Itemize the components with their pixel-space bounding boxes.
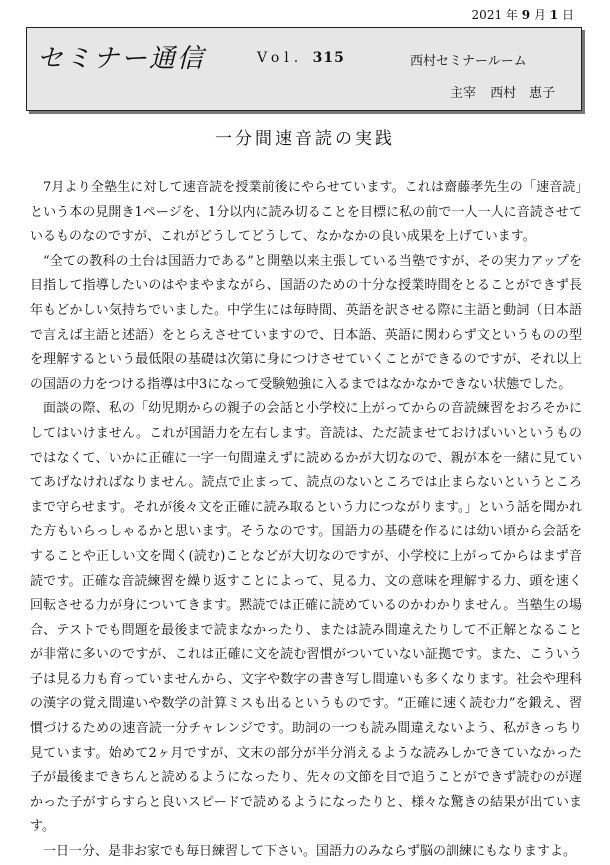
volume-value: 315	[312, 50, 345, 66]
volume-label: Vol.	[257, 50, 304, 66]
date-day-unit: 日	[561, 8, 574, 22]
paragraph: 7月より全塾生に対して速音読を授業前後にやらせています。これは齋藤孝先生の「速音読」という本の見開き1ページを、1分以内に読み切ることを目標に私の前で一人一人に音読させているものなのですが、これがどうしてどうして、なかなかの良い成果を上げています。	[30, 180, 582, 245]
paragraph: 一日一分、是非お家でも毎日練習して下さい。国語力のみならず脳の訓練にもなりますよ。	[43, 844, 577, 860]
issue-date	[472, 6, 574, 23]
date-year-unit: 年	[505, 8, 518, 22]
editor-credit	[450, 82, 555, 101]
article-body	[30, 176, 582, 865]
date-month: 9	[521, 8, 531, 22]
paragraph: 面談の際、私の「幼児期からの親子の会話と小学校に上がってからの音読練習をおろそかにしてはいけません。これが国語力を左右します。音読は、ただ読ませておけばいいというものではなくて、いかに正確に一字一句間違えずに読めるかが大切なので、親が本を一緒に見ていてあげなければなりません。読点で止まって、読点のないところでは止まらないというところまで守らせます。それが後々文を正確に読み取るという力につながります。」という話を聞かれた方もいらっしゃるかと思います。そうなのです。国語力の基礎を作るには幼い頃から会話をすることや正しい文を聞く(読む)ことなどが大切なのですが、小学校に上がってからはまず音読です。正確な音読練習を繰り返すことによって、見る力、文の意味を理解する力、頭を速く回転させる力が身についてきます。黙読では正確に読めているのかわかりません。当塾生の場合、テストでも問題を最後まで読まなかったり、または読み間違えたりして不正解となることが非常に多いのですが、これは正確に文を読む習慣がついていない証拠です。また、こういう子は見る力も育っていませんから、文字や数字の書き写し間違いも多くなります。社会や理科の漢字の覚え間違いや数学の計算ミスも出るというものです。“正確に速く読む力”を鍛え、習慣づけるための速音読一分チャレンジです。助詞の一つも読み間違えないよう、私がきっちり見ています。始めて2ヶ月ですが、文末の部分が半分消えるような読みしかできていなかった子が最後まできちんと読めるようになったり、先々の文節を目で追うことができず読むのが遅かった子がすらすらと良いスピードで読めるようになったりと、様々な驚きの結果が出ています。	[30, 401, 582, 835]
editor-name: 西村 恵子	[490, 86, 556, 101]
date-day: 1	[549, 8, 559, 22]
newsletter-header	[26, 27, 582, 111]
date-month-unit: 月	[533, 8, 546, 22]
paragraph: “全ての教科の土台は国語力である”と開塾以来主張している当塾ですが、その実力アップを目指して指導したいのはやまやまながら、国語のための十分な授業時間をとることができず長年もどかしい気持ちでいました。中学生には毎時間、英語を訳させる際に主語と動詞（日本語で言えば主語と述語）をとらえさせていますので、日本語、英語に関わらず文というものの型を理解するという最低限の基礎は次第に身につけさせていくことができるのですが、それ以上の国語の力をつける指導は中3になって受験勉強に入るまではなかなかできない状態でした。	[30, 253, 582, 392]
editor-role: 主宰	[450, 86, 477, 101]
date-year: 2021	[471, 8, 503, 22]
newsletter-title: セミナー通信	[37, 44, 206, 74]
organization-name: 西村セミナールーム	[410, 54, 527, 69]
article-title: 一分間速音読の実践	[215, 129, 395, 149]
volume-number	[257, 50, 345, 66]
